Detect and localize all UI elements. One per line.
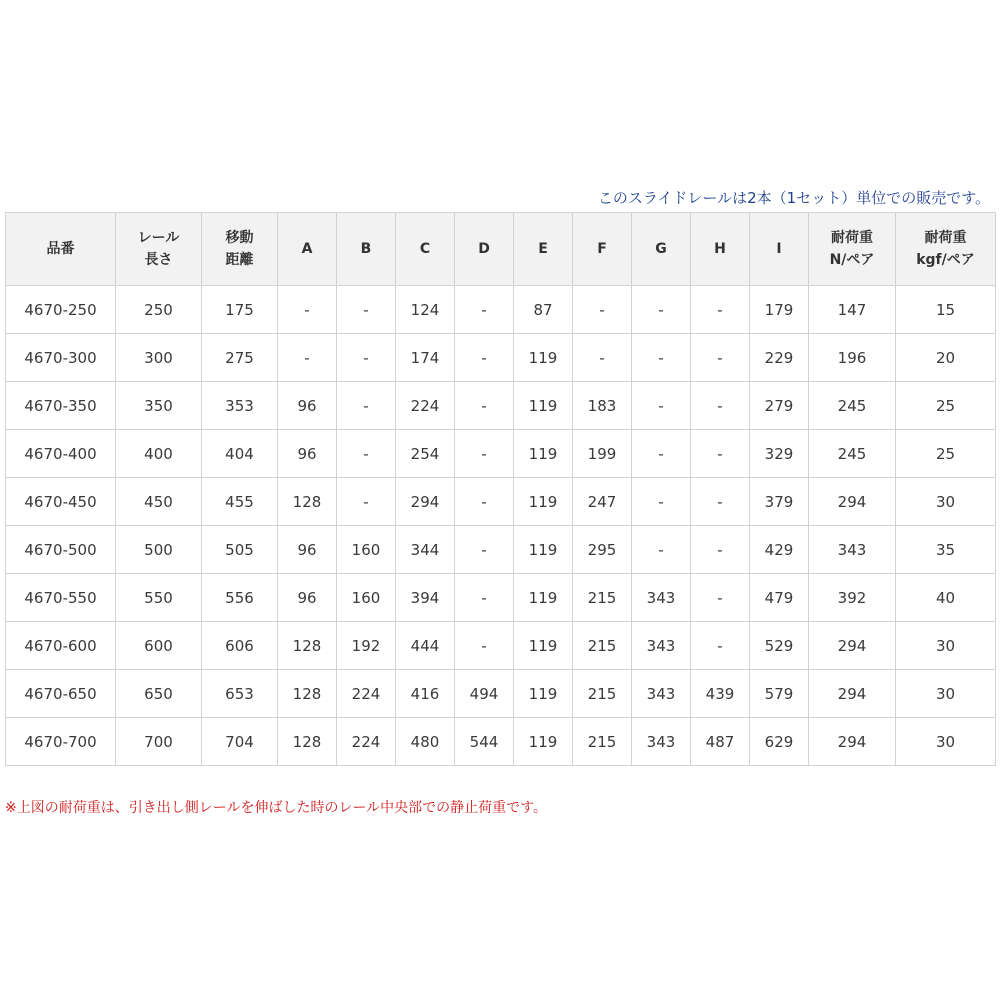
table-cell: - xyxy=(691,478,750,526)
column-header-line: kgf/ペア xyxy=(916,252,975,268)
table-cell: 30 xyxy=(896,622,996,670)
table-cell: 147 xyxy=(809,286,896,334)
table-cell: 199 xyxy=(573,430,632,478)
table-cell: - xyxy=(632,334,691,382)
table-cell: 96 xyxy=(278,382,337,430)
table-cell: - xyxy=(691,286,750,334)
table-cell: 119 xyxy=(514,574,573,622)
table-cell: 20 xyxy=(896,334,996,382)
table-cell: 704 xyxy=(202,718,278,766)
column-header-line: C xyxy=(419,241,431,257)
part-number-cell: 4670-550 xyxy=(6,574,116,622)
column-header-line: B xyxy=(360,241,372,257)
column-header-line: 品番 xyxy=(46,241,75,257)
table-cell: 487 xyxy=(691,718,750,766)
table-cell: 30 xyxy=(896,718,996,766)
table-cell: 653 xyxy=(202,670,278,718)
table-cell: 550 xyxy=(116,574,202,622)
table-cell: 329 xyxy=(750,430,809,478)
table-cell: 128 xyxy=(278,622,337,670)
table-cell: 400 xyxy=(116,430,202,478)
table-cell: - xyxy=(573,334,632,382)
table-cell: 96 xyxy=(278,526,337,574)
table-cell: 119 xyxy=(514,430,573,478)
table-cell: 25 xyxy=(896,382,996,430)
column-header xyxy=(632,213,691,286)
table-row xyxy=(6,526,996,574)
part-number-cell: 4670-650 xyxy=(6,670,116,718)
table-cell: 494 xyxy=(455,670,514,718)
column-header xyxy=(750,213,809,286)
table-cell: - xyxy=(455,622,514,670)
table-cell: 450 xyxy=(116,478,202,526)
table-cell: 119 xyxy=(514,382,573,430)
column-header-line: 耐荷重 xyxy=(831,230,873,246)
table-cell: - xyxy=(691,382,750,430)
column-header-line: 長さ xyxy=(144,252,173,268)
column-header xyxy=(6,213,116,286)
table-cell: 353 xyxy=(202,382,278,430)
column-header-line: N/ペア xyxy=(829,252,875,268)
column-header xyxy=(896,213,996,286)
table-cell: - xyxy=(455,478,514,526)
table-cell: 124 xyxy=(396,286,455,334)
column-header xyxy=(337,213,396,286)
table-cell: 416 xyxy=(396,670,455,718)
table-cell: 128 xyxy=(278,670,337,718)
table-cell: 215 xyxy=(573,622,632,670)
part-number-cell: 4670-450 xyxy=(6,478,116,526)
part-number-cell: 4670-700 xyxy=(6,718,116,766)
table-cell: 404 xyxy=(202,430,278,478)
table-cell: 35 xyxy=(896,526,996,574)
column-header xyxy=(573,213,632,286)
table-cell: 224 xyxy=(337,670,396,718)
column-header-line: 移動 xyxy=(225,230,254,246)
table-cell: 224 xyxy=(396,382,455,430)
table-cell: 183 xyxy=(573,382,632,430)
table-cell: 344 xyxy=(396,526,455,574)
column-header-line: I xyxy=(776,241,782,257)
column-header xyxy=(396,213,455,286)
table-cell: 650 xyxy=(116,670,202,718)
part-number-cell: 4670-350 xyxy=(6,382,116,430)
table-cell: 529 xyxy=(750,622,809,670)
table-cell: 343 xyxy=(632,670,691,718)
slide-rail-spec-table xyxy=(5,212,996,766)
table-cell: 30 xyxy=(896,478,996,526)
table-cell: 295 xyxy=(573,526,632,574)
table-cell: 215 xyxy=(573,670,632,718)
table-cell: - xyxy=(573,286,632,334)
column-header-line: 距離 xyxy=(225,252,254,268)
table-cell: - xyxy=(278,334,337,382)
table-row xyxy=(6,334,996,382)
table-cell: - xyxy=(337,334,396,382)
table-cell: 128 xyxy=(278,718,337,766)
table-cell: - xyxy=(632,478,691,526)
table-cell: 379 xyxy=(750,478,809,526)
table-cell: 254 xyxy=(396,430,455,478)
table-cell: 343 xyxy=(632,622,691,670)
table-cell: 700 xyxy=(116,718,202,766)
table-cell: 128 xyxy=(278,478,337,526)
table-cell: 294 xyxy=(809,622,896,670)
table-cell: 119 xyxy=(514,526,573,574)
table-cell: 224 xyxy=(337,718,396,766)
table-cell: - xyxy=(278,286,337,334)
table-cell: 87 xyxy=(514,286,573,334)
table-cell: 279 xyxy=(750,382,809,430)
table-cell: 300 xyxy=(116,334,202,382)
header-row xyxy=(6,213,996,286)
table-cell: 250 xyxy=(116,286,202,334)
column-header-line: F xyxy=(597,241,607,257)
table-cell: 174 xyxy=(396,334,455,382)
column-header xyxy=(278,213,337,286)
table-cell: - xyxy=(632,430,691,478)
table-cell: 294 xyxy=(809,670,896,718)
table-cell: 96 xyxy=(278,430,337,478)
table-row xyxy=(6,670,996,718)
column-header-line: G xyxy=(655,241,667,257)
column-header-line: D xyxy=(478,241,490,257)
table-cell: - xyxy=(337,286,396,334)
column-header-line: H xyxy=(714,241,726,257)
table-cell: 40 xyxy=(896,574,996,622)
column-header xyxy=(809,213,896,286)
table-cell: 439 xyxy=(691,670,750,718)
table-cell: 196 xyxy=(809,334,896,382)
load-capacity-footnote: ※上図の耐荷重は、引き出し側レールを伸ばした時のレール中央部での静止荷重です。 xyxy=(5,800,548,816)
table-cell: - xyxy=(337,382,396,430)
table-cell: 294 xyxy=(809,478,896,526)
table-cell: 429 xyxy=(750,526,809,574)
sales-unit-note: このスライドレールは2本（1セット）単位での販売です。 xyxy=(597,189,990,207)
table-cell: 394 xyxy=(396,574,455,622)
table-cell: 392 xyxy=(809,574,896,622)
table-cell: 215 xyxy=(573,574,632,622)
column-header xyxy=(691,213,750,286)
table-cell: 192 xyxy=(337,622,396,670)
column-header-line: E xyxy=(538,241,548,257)
table-cell: 343 xyxy=(632,574,691,622)
table-cell: 119 xyxy=(514,718,573,766)
table-cell: 455 xyxy=(202,478,278,526)
part-number-cell: 4670-400 xyxy=(6,430,116,478)
table-cell: 229 xyxy=(750,334,809,382)
part-number-cell: 4670-250 xyxy=(6,286,116,334)
table-row xyxy=(6,574,996,622)
table-cell: 96 xyxy=(278,574,337,622)
table-cell: 15 xyxy=(896,286,996,334)
table-cell: - xyxy=(455,574,514,622)
table-row xyxy=(6,622,996,670)
table-row xyxy=(6,718,996,766)
table-cell: - xyxy=(455,334,514,382)
table-cell: 160 xyxy=(337,574,396,622)
table-cell: - xyxy=(455,286,514,334)
column-header xyxy=(455,213,514,286)
table-cell: 505 xyxy=(202,526,278,574)
table-cell: 606 xyxy=(202,622,278,670)
table-cell: 119 xyxy=(514,622,573,670)
column-header xyxy=(514,213,573,286)
table-cell: - xyxy=(691,574,750,622)
table-cell: 479 xyxy=(750,574,809,622)
table-cell: - xyxy=(455,526,514,574)
table-cell: 350 xyxy=(116,382,202,430)
table-cell: 175 xyxy=(202,286,278,334)
table-cell: - xyxy=(337,430,396,478)
table-cell: 343 xyxy=(632,718,691,766)
column-header xyxy=(202,213,278,286)
table-cell: - xyxy=(691,622,750,670)
table-cell: 119 xyxy=(514,478,573,526)
table-cell: - xyxy=(691,526,750,574)
table-cell: - xyxy=(337,478,396,526)
table-cell: 579 xyxy=(750,670,809,718)
table-cell: - xyxy=(691,430,750,478)
table-cell: 119 xyxy=(514,334,573,382)
table-cell: - xyxy=(691,334,750,382)
table-cell: 544 xyxy=(455,718,514,766)
table-cell: 444 xyxy=(396,622,455,670)
table-cell: 600 xyxy=(116,622,202,670)
table-cell: 343 xyxy=(809,526,896,574)
table-cell: - xyxy=(455,430,514,478)
table-cell: 179 xyxy=(750,286,809,334)
table-row xyxy=(6,430,996,478)
table-cell: - xyxy=(632,526,691,574)
column-header-line: 耐荷重 xyxy=(924,230,967,246)
table-cell: 480 xyxy=(396,718,455,766)
column-header xyxy=(116,213,202,286)
table-cell: 294 xyxy=(396,478,455,526)
table-cell: 247 xyxy=(573,478,632,526)
table-cell: 275 xyxy=(202,334,278,382)
table-cell: 556 xyxy=(202,574,278,622)
table-row xyxy=(6,478,996,526)
table-row xyxy=(6,286,996,334)
table-cell: 245 xyxy=(809,430,896,478)
table-cell: 294 xyxy=(809,718,896,766)
table-cell: 500 xyxy=(116,526,202,574)
table-cell: - xyxy=(632,382,691,430)
part-number-cell: 4670-600 xyxy=(6,622,116,670)
part-number-cell: 4670-500 xyxy=(6,526,116,574)
table-cell: 215 xyxy=(573,718,632,766)
table-cell: - xyxy=(632,286,691,334)
part-number-cell: 4670-300 xyxy=(6,334,116,382)
table-cell: 629 xyxy=(750,718,809,766)
table-cell: 25 xyxy=(896,430,996,478)
column-header-line: レール xyxy=(137,230,180,246)
table-body xyxy=(6,286,996,766)
table-cell: 160 xyxy=(337,526,396,574)
table-cell: - xyxy=(455,382,514,430)
column-header-line: A xyxy=(301,241,313,257)
table-cell: 30 xyxy=(896,670,996,718)
table-cell: 245 xyxy=(809,382,896,430)
table-row xyxy=(6,382,996,430)
table-cell: 119 xyxy=(514,670,573,718)
